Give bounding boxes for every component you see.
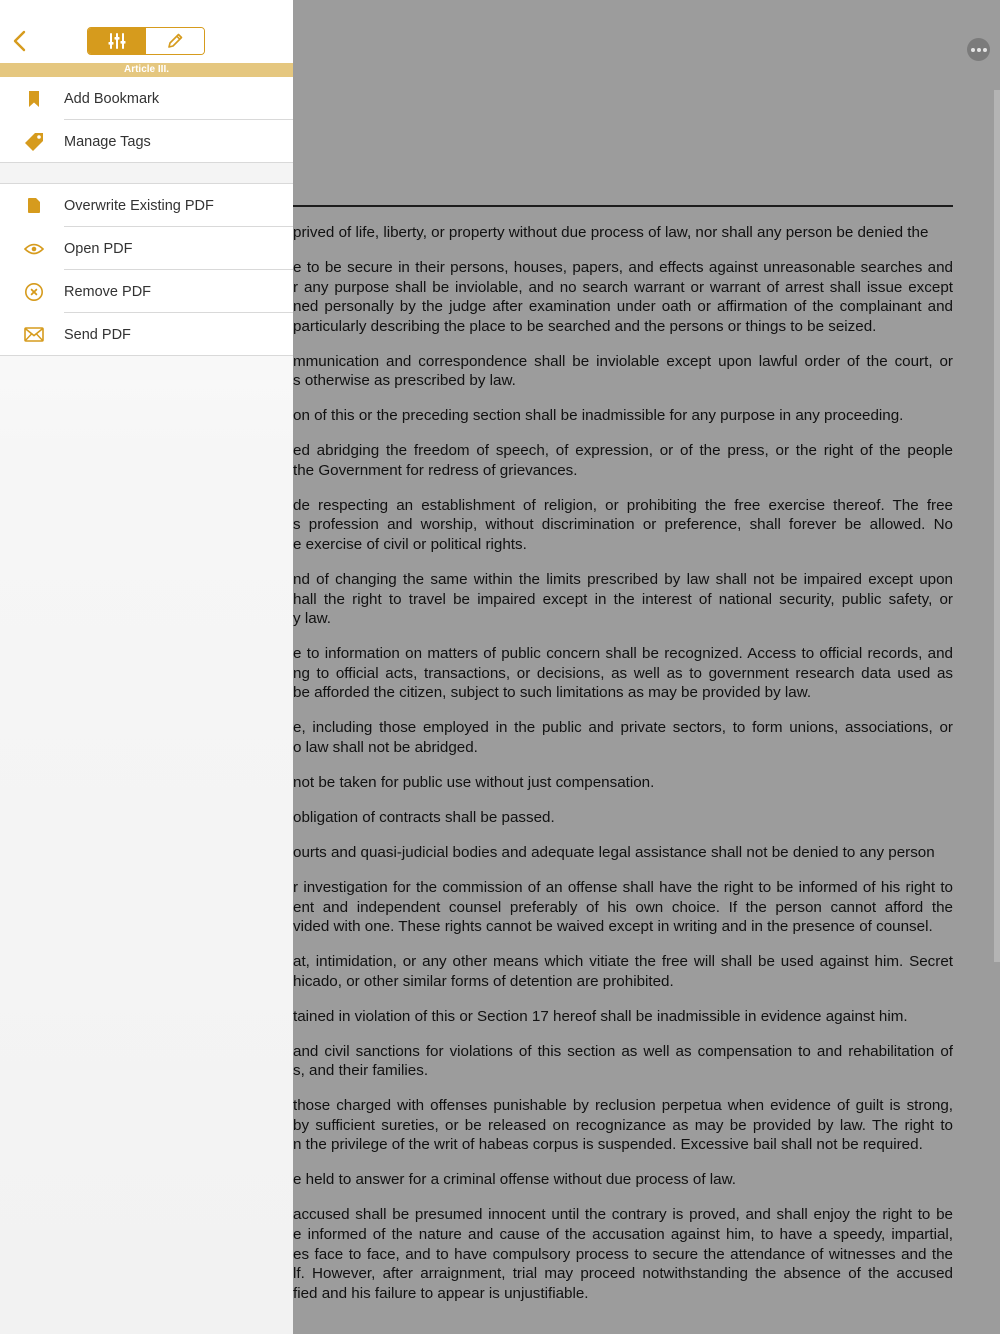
sliders-icon (108, 33, 126, 49)
document-paragraph (293, 1096, 953, 1155)
document-line: fied and his failure to appear is unjustifiable. (293, 1284, 589, 1302)
document-line: the Government for redress of grievances. (293, 461, 578, 479)
document-paragraph (293, 352, 953, 391)
document-line: particularly describing the place to be searched and the persons or things to be seized. (293, 317, 877, 335)
pdf-menu (0, 183, 293, 356)
menu-item-remove-pdf[interactable] (0, 270, 293, 313)
document-line: at, intimidation, or any other means which vitiate the free will shall be used against him. Secret (293, 953, 953, 971)
document-paragraph (293, 878, 953, 937)
bookmark-icon (28, 90, 40, 108)
document-line: e informed of the nature and cause of the accusation against him, to have a speedy, impartial, (293, 1226, 953, 1243)
document-paragraph (293, 773, 953, 793)
document-paragraph (293, 843, 953, 863)
menu-item-open-pdf[interactable] (0, 227, 293, 270)
document-line: s otherwise as prescribed by law. (293, 372, 516, 390)
document-line: e exercise of civil or political rights. (293, 536, 527, 554)
document-line: r any purpose shall be inviolable, and no search warrant or warrant of arrest shall issue except (293, 278, 953, 296)
document-paragraph (293, 952, 953, 991)
document-line: by sufficient sureties, or be released on recognizance as may be provided by law. The right to (293, 1116, 953, 1134)
document-paragraph (293, 1042, 953, 1081)
document-line: nd of changing the same within the limits prescribed by law shall not be impaired except upon (293, 571, 953, 589)
menu-item-overwrite-pdf[interactable] (0, 184, 293, 227)
document-body (293, 223, 953, 1319)
document-line: ourts and quasi-judicial bodies and adequate legal assistance shall not be denied to any person (293, 843, 935, 861)
document-line: mmunication and correspondence shall be inviolable except upon lawful order of the court, or (293, 352, 953, 370)
document-line: be afforded the citizen, subject to such limitations as may be provided by law. (293, 684, 812, 702)
header-divider (293, 205, 953, 207)
menu-item-label: Remove PDF (64, 283, 152, 300)
document-line: e to information on matters of public concern shall be recognized. Access to official records, and (293, 645, 953, 663)
document-line: s profession and worship, without discrimination or preference, shall forever be allowed. No (293, 516, 953, 534)
menu-item-send-pdf[interactable] (0, 313, 293, 356)
document-line: de respecting an establishment of religion, or prohibiting the free exercise thereof. The free (293, 496, 953, 514)
pencil-icon (166, 32, 184, 50)
document-line: on of this or the preceding section shall be inadmissible for any purpose in any proceeding. (293, 407, 904, 425)
document-line: ed abridging the freedom of speech, of expression, or of the press, or the right of the people (293, 442, 953, 460)
document-paragraph (293, 570, 953, 629)
document-line: tained in violation of this or Section 17 hereof shall be inadmissible in evidence against him. (293, 1007, 908, 1025)
document-paragraph (293, 496, 953, 555)
document-line: those charged with offenses punishable by reclusion perpetua when evidence of guilt is strong, (293, 1097, 953, 1115)
tag-icon (24, 132, 44, 152)
document-line: r investigation for the commission of an offense shall have the right to be informed of his right to (293, 878, 953, 896)
document-line: es face to face, and to have compulsory process to secure the attendance of witnesses and the (293, 1245, 953, 1263)
section-subtitle: Article III. (0, 63, 293, 77)
bookmark-menu (0, 77, 293, 163)
document-line: e, including those employed in the public and private sectors, to form unions, associations, or (293, 719, 953, 737)
document-line: ent and independent counsel preferably of his own choice. If the person cannot afford the (293, 898, 953, 916)
document-line: e to be secure in their persons, houses, papers, and effects against unreasonable searches and (293, 258, 953, 276)
menu-item-label: Manage Tags (64, 133, 151, 150)
document-line: o law shall not be abridged. (293, 739, 478, 756)
document-line: vided with one. These rights cannot be waived except in writing and in the presence of counsel. (293, 918, 933, 936)
document-paragraph (293, 406, 953, 426)
chevron-left-icon (12, 30, 26, 52)
document-line: n the privilege of the writ of habeas corpus is suspended. Excessive bail shall not be required. (293, 1136, 923, 1154)
document-paragraph (293, 258, 953, 336)
document-paragraph (293, 1007, 953, 1027)
document-paragraph (293, 718, 953, 757)
document-line: and civil sanctions for violations of this section as well as compensation to and rehabilitation of (293, 1042, 953, 1060)
document-line: s, and their families. (293, 1062, 429, 1080)
group-spacer (0, 163, 293, 183)
menu-item-manage-tags[interactable] (0, 120, 293, 163)
segment-settings[interactable] (88, 28, 146, 54)
mode-segmented-control[interactable] (87, 27, 205, 55)
document-line: ng to official acts, transactions, or decisions, as well as to government research data used as (293, 664, 953, 682)
document-paragraph (293, 223, 953, 243)
document-icon (27, 197, 41, 214)
document-line: hicado, or other similar forms of detention are prohibited. (293, 972, 674, 990)
document-line: accused shall be presumed innocent until the contrary is proved, and shall enjoy the right to be (293, 1206, 953, 1224)
more-options-button[interactable] (967, 38, 990, 61)
document-paragraph (293, 1170, 953, 1190)
document-paragraph (293, 808, 953, 828)
document-line: not be taken for public use without just compensation. (293, 773, 655, 791)
divider (0, 355, 293, 356)
document-line: ned personally by the judge after examination under oath or affirmation of the complainant and (293, 298, 953, 316)
remove-circle-icon (24, 282, 44, 302)
document-line: y law. (293, 610, 331, 628)
document-paragraph (293, 1205, 953, 1303)
document-paragraph (293, 441, 953, 480)
document-paragraph (293, 644, 953, 703)
menu-item-label: Overwrite Existing PDF (64, 197, 214, 214)
menu-item-label: Add Bookmark (64, 90, 160, 107)
menu-item-add-bookmark[interactable] (0, 77, 293, 120)
document-line: hall the right to travel be impaired except in the interest of national security, public safety, or (293, 590, 953, 608)
document-line: lf. However, after arraignment, trial may proceed notwithstanding the absence of the accused (293, 1265, 953, 1283)
scrollbar[interactable] (994, 90, 1000, 962)
menu-item-label: Open PDF (64, 240, 133, 257)
document-line: prived of life, liberty, or property without due process of law, nor shall any person be denied the (293, 224, 929, 241)
ellipsis-icon (971, 48, 975, 52)
menu-item-label: Send PDF (64, 326, 131, 343)
side-panel (0, 0, 293, 1334)
back-button[interactable] (8, 26, 30, 56)
document-line: obligation of contracts shall be passed. (293, 808, 555, 826)
panel-toolbar (0, 0, 293, 63)
envelope-icon (24, 327, 44, 342)
eye-icon (24, 242, 44, 256)
document-line: e held to answer for a criminal offense without due process of law. (293, 1171, 736, 1189)
segment-edit[interactable] (146, 28, 204, 54)
